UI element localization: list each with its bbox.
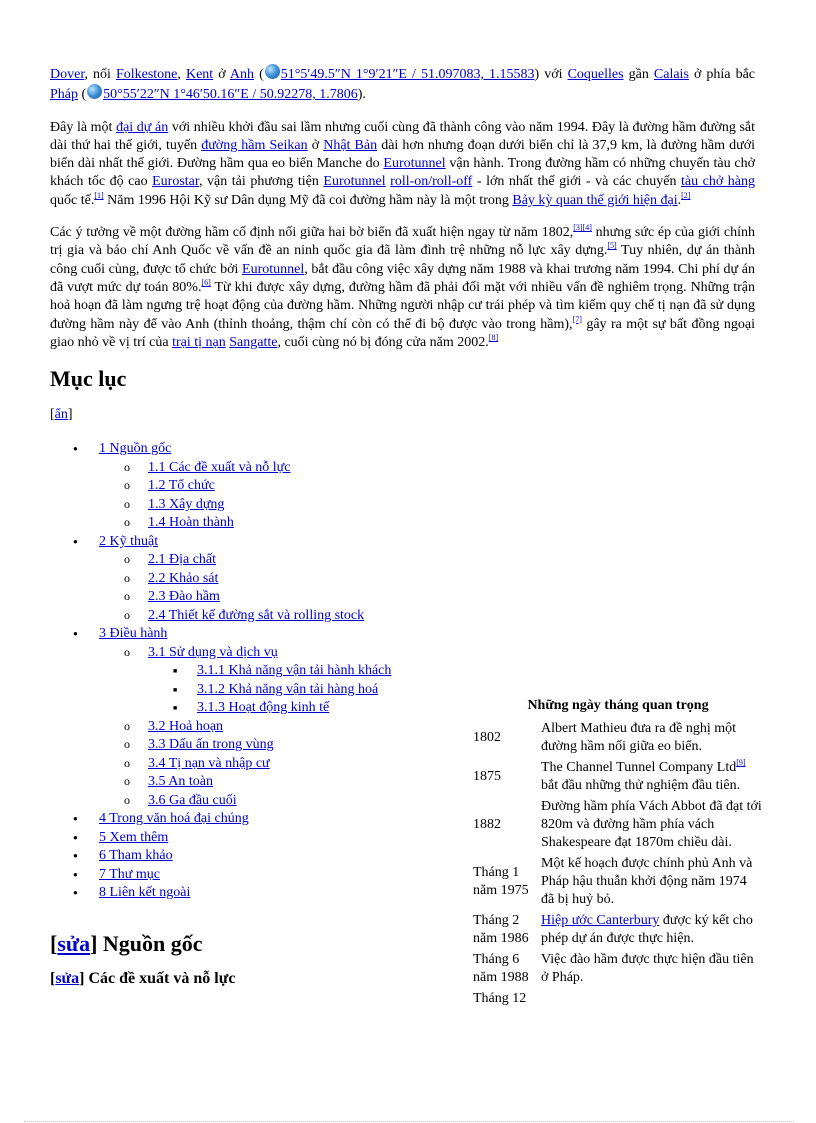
toc-item xyxy=(99,644,460,718)
toc-item xyxy=(50,625,460,810)
toc-link-2-4[interactable]: 2.4 Thiết kế đường sắt và rolling stock xyxy=(148,607,365,623)
toc-hide-link[interactable]: ẩn xyxy=(54,407,68,423)
key-dates-table xyxy=(473,697,763,1011)
toc-item xyxy=(99,718,460,737)
toc-item xyxy=(99,496,460,515)
text: quốc tế. xyxy=(50,192,95,208)
toc-sublist xyxy=(99,644,460,811)
event-cell: Một kế hoạch được chính phủ Anh và Pháp hậu thuẫn khởi động năm 1974 đã bị huỷ bỏ. xyxy=(541,856,753,907)
link-trai-ti-nan[interactable]: trại tị nạn xyxy=(172,334,226,350)
toc-link-1-3[interactable]: 1.3 Xây dựng xyxy=(148,496,225,512)
toc-item xyxy=(99,514,460,533)
table-row xyxy=(473,951,763,987)
toc-item xyxy=(50,829,460,848)
bracket: [ xyxy=(50,930,58,956)
text: ) với xyxy=(534,67,568,82)
citation-3[interactable]: [3] xyxy=(573,223,583,233)
text: ( xyxy=(78,87,87,103)
link-eurotunnel-2[interactable]: Eurotunnel xyxy=(323,174,386,190)
text: , cuối cùng nó bị đóng cửa năm 2002. xyxy=(277,334,489,350)
link-seikan[interactable]: đường hầm Seikan xyxy=(201,137,308,153)
text: , bắt đầu công việc xây dựng năm 1988 và khai trương năm 1994. Chi phí dự án đã vượt mức dự toán 80%. xyxy=(50,261,755,295)
table-row xyxy=(473,759,763,795)
link-coquelles[interactable]: Coquelles xyxy=(567,67,624,82)
text: The Channel Tunnel Company Ltd xyxy=(541,760,737,775)
toc-item xyxy=(99,792,460,811)
toc-list xyxy=(50,440,460,903)
toc-link-3-1-3[interactable]: 3.1.3 Hoạt động kinh tế xyxy=(197,700,330,716)
text: Năm 1996 Hội Kỹ sư Dân dụng Mỹ đã coi đường hầm này là một trong xyxy=(103,192,513,208)
toc-link-3-2[interactable]: 3.2 Hoả hoạn xyxy=(148,718,224,734)
table-row xyxy=(473,720,763,756)
toc-item xyxy=(99,588,460,607)
bracket: ] xyxy=(90,930,98,956)
text: ở phía bắc xyxy=(688,67,755,82)
toc-link-2[interactable]: 2 Kỹ thuật xyxy=(99,533,159,549)
text: dài hơn nhưng đoạn dưới biển chỉ là 37,9 km, là đường hầm dưới biển dài nhất thế giới. Đường hầm qua eo biển Manche do xyxy=(50,137,756,172)
toc-toggle xyxy=(50,406,755,424)
toc-sublist xyxy=(99,551,460,625)
text: Từ khi được xây dựng, đường hầm đã phải đối mặt với nhiều vấn đề nghiêm trọng. Những trận hoả hoạn đã làm ngưng trệ hoạt động của đường hầm. Những người nhập cư trái phép và tìm kiếm quy chế tị nạn đã sử dụng đường hầm này để vào Anh (thỉnh thoảng, thậm chí còn có thể đi bộ được vào trong hầm), xyxy=(50,279,756,332)
toc-link-7[interactable]: 7 Thư mục xyxy=(99,866,160,882)
toc-item xyxy=(99,477,460,496)
link-roll-on-roll-off[interactable]: roll-on/roll-off xyxy=(390,174,473,190)
toc-link-3-6[interactable]: 3.6 Ga đầu cuối xyxy=(148,792,237,808)
toc-subsublist xyxy=(148,662,460,718)
link-sangatte[interactable]: Sangatte xyxy=(229,334,278,350)
toc-item xyxy=(50,847,460,866)
toc-sublist xyxy=(99,459,460,533)
globe-icon xyxy=(87,84,102,99)
date-cell: Tháng 2 năm 1986 xyxy=(473,913,529,946)
link-folkestone[interactable]: Folkestone xyxy=(115,67,178,82)
date-cell: 1882 xyxy=(473,817,501,832)
date-cell: Tháng 6 năm 1988 xyxy=(473,952,529,985)
link-phap[interactable]: Pháp xyxy=(50,87,78,103)
toc-link-3-4[interactable]: 3.4 Tị nạn và nhập cư xyxy=(148,755,270,771)
text: được ký kết cho phép dự án được thực hiện. xyxy=(541,913,753,946)
toc-link-3-5[interactable]: 3.5 An toàn xyxy=(148,774,213,790)
toc-link-3-1-1[interactable]: 3.1.1 Khả năng vận tải hành khách xyxy=(197,663,392,679)
text: - lớn nhất thế giới - và các chuyến xyxy=(472,174,681,190)
date-cell: Tháng 1 năm 1975 xyxy=(473,865,529,898)
toc-link-1-1[interactable]: 1.1 Các đề xuất và nỗ lực xyxy=(148,459,291,475)
toc-link-8[interactable]: 8 Liên kết ngoài xyxy=(99,885,191,901)
toc-item xyxy=(99,755,460,774)
text: ( xyxy=(254,67,264,82)
link-hiep-uoc-canterbury[interactable]: Hiệp ước Canterbury xyxy=(541,913,660,928)
toc-link-6[interactable]: 6 Tham khảo xyxy=(99,848,173,864)
toc-link-1-2[interactable]: 1.2 Tổ chức xyxy=(148,478,215,494)
link-anh[interactable]: Anh xyxy=(229,67,255,82)
link-tau-cho-hang[interactable]: tàu chở hàng xyxy=(681,174,756,190)
link-kent[interactable]: Kent xyxy=(185,67,214,82)
toc-link-4[interactable]: 4 Trong văn hoá đại chúng xyxy=(99,811,249,827)
toc-link-1-4[interactable]: 1.4 Hoàn thành xyxy=(148,515,234,531)
intro-paragraph-location xyxy=(50,64,755,105)
date-cell: 1875 xyxy=(473,769,501,784)
page-divider xyxy=(24,1121,794,1122)
link-calais[interactable]: Calais xyxy=(653,67,689,82)
text: gần xyxy=(623,67,654,82)
bracket: ] xyxy=(79,969,85,987)
toc-item xyxy=(50,810,460,829)
section-title: Nguồn gốc xyxy=(97,930,203,956)
event-cell xyxy=(541,912,763,948)
link-eurostar[interactable]: Eurostar xyxy=(152,174,199,190)
bracket: ] xyxy=(67,407,73,423)
toc-link-2-2[interactable]: 2.2 Khảo sát xyxy=(148,570,219,586)
toc-title: Mục lục xyxy=(50,366,127,392)
link-bay-ky-quan[interactable]: Bảy kỳ quan thế giới hiện đại xyxy=(512,192,678,208)
toc-link-1[interactable]: 1 Nguồn gốc xyxy=(99,441,172,457)
text: Đây là một xyxy=(50,119,117,135)
link-nhat-ban[interactable]: Nhật Bản xyxy=(323,137,378,153)
toc-item xyxy=(99,551,460,570)
toc-item xyxy=(99,607,460,626)
date-cell: Tháng 12 xyxy=(473,991,527,1006)
link-dover[interactable]: Dover xyxy=(50,67,85,82)
citation-8[interactable]: [8] xyxy=(488,332,499,342)
table-row xyxy=(473,855,763,909)
citation-7[interactable]: [7] xyxy=(572,314,582,324)
toc-item xyxy=(50,884,460,903)
text: ở xyxy=(307,137,324,153)
text: , vận tải phương tiện xyxy=(199,174,324,190)
link-dai-du-an[interactable]: đại dự án xyxy=(116,119,169,135)
text: nhưng sức ép của giới chính trị gia và báo chí Anh Quốc về vấn đề an ninh quốc gia đã làm đình trệ những nỗ lực xây dựng. xyxy=(50,225,756,259)
text: . xyxy=(677,192,682,208)
dates-table xyxy=(473,717,763,1011)
link-coordinates-fr[interactable]: 50°55′22″N 1°46′50.16″E / 50.92278, 1.7806 xyxy=(103,87,358,103)
subsection-title: Các đề xuất và nỗ lực xyxy=(84,969,236,987)
citation-1[interactable]: [1] xyxy=(94,190,104,200)
toc-item xyxy=(148,681,460,700)
link-eurotunnel-3[interactable]: Eurotunnel xyxy=(242,261,305,277)
toc-link-2-3[interactable]: 2.3 Đào hầm xyxy=(148,589,220,605)
citation-4[interactable]: [4] xyxy=(582,223,592,233)
text: , nối xyxy=(84,67,116,82)
toc-link-3-3[interactable]: 3.3 Dấu ấn trong vùng xyxy=(148,737,274,753)
toc-item xyxy=(50,533,460,626)
key-dates-caption: Những ngày tháng quan trọng xyxy=(527,698,709,713)
bracket: [ xyxy=(50,969,56,987)
text: , xyxy=(177,67,186,82)
toc-link-2-1[interactable]: 2.1 Địa chất xyxy=(148,552,217,568)
page-bottom-clip xyxy=(0,1090,816,1123)
toc-link-3-1[interactable]: 3.1 Sử dụng và dịch vụ xyxy=(148,644,278,660)
toc-item xyxy=(99,773,460,792)
citation-5[interactable]: [5] xyxy=(607,241,617,251)
citation-2[interactable]: [2] xyxy=(681,190,691,200)
text: Tuy nhiên, dự án thành công cuối cùng, được tổ chức bởi xyxy=(50,243,755,277)
intro-paragraph-overview xyxy=(50,119,755,210)
toc-item xyxy=(99,459,460,478)
event-cell xyxy=(541,759,763,795)
link-coordinates-uk[interactable]: 51°5′49.5″N 1°9′21″E / 51.097083, 1.15583 xyxy=(280,67,535,82)
date-cell: 1802 xyxy=(473,730,501,745)
text: ở xyxy=(213,67,230,82)
event-cell: Đường hầm phía Vách Abbot đã đạt tới 820m và đường hầm phía vách Shakespeare đạt 1870m chiều dài. xyxy=(541,799,762,850)
toc-item xyxy=(99,570,460,589)
table-of-contents xyxy=(50,440,460,903)
toc-link-5[interactable]: 5 Xem thêm xyxy=(99,829,169,845)
link-eurotunnel[interactable]: Eurotunnel xyxy=(383,156,446,172)
text: gây ra một sự bất đồng ngoại giao nhỏ về vị trí của xyxy=(50,316,755,350)
intro-paragraph-history xyxy=(50,224,755,352)
toc-item xyxy=(50,440,460,533)
toc-link-3[interactable]: 3 Điều hành xyxy=(99,626,168,642)
citation-6[interactable]: [6] xyxy=(201,277,211,287)
bracket: [ xyxy=(50,407,55,423)
table-row xyxy=(473,990,763,1008)
text: bắt đầu những thử nghiệm đầu tiên. xyxy=(541,778,741,793)
toc-item xyxy=(148,662,460,681)
table-row xyxy=(473,912,763,948)
text: với nhiều khởi đầu sai lầm nhưng cuối cùng đã thành công vào năm 1994. Đây là đường hầm đường sắt dài thứ hai thế giới, tuyến xyxy=(50,119,756,153)
toc-link-3-1-2[interactable]: 3.1.2 Khả năng vận tải hàng hoá xyxy=(197,681,379,697)
text: vận hành. Trong đường hầm có những chuyến tàu chở khách tốc độ cao xyxy=(50,156,755,190)
event-cell xyxy=(541,990,763,1008)
event-cell: Việc đào hầm được thực hiện đầu tiên ở Pháp. xyxy=(541,952,754,985)
citation-9[interactable]: [9] xyxy=(736,758,746,767)
event-cell: Albert Mathieu đưa ra đề nghị một đường hầm nối giữa eo biển. xyxy=(541,721,736,754)
text: ). xyxy=(357,87,366,103)
toc-item xyxy=(50,866,460,885)
edit-link[interactable]: sửa xyxy=(55,969,80,987)
edit-link[interactable]: sửa xyxy=(57,930,91,956)
globe-icon xyxy=(265,64,280,79)
text: Các ý tưởng về một đường hầm cố định nối giữa hai bờ biển đã xuất hiện ngay từ năm 1802, xyxy=(50,225,574,241)
toc-item xyxy=(148,699,460,718)
table-row xyxy=(473,798,763,852)
toc-item xyxy=(99,736,460,755)
